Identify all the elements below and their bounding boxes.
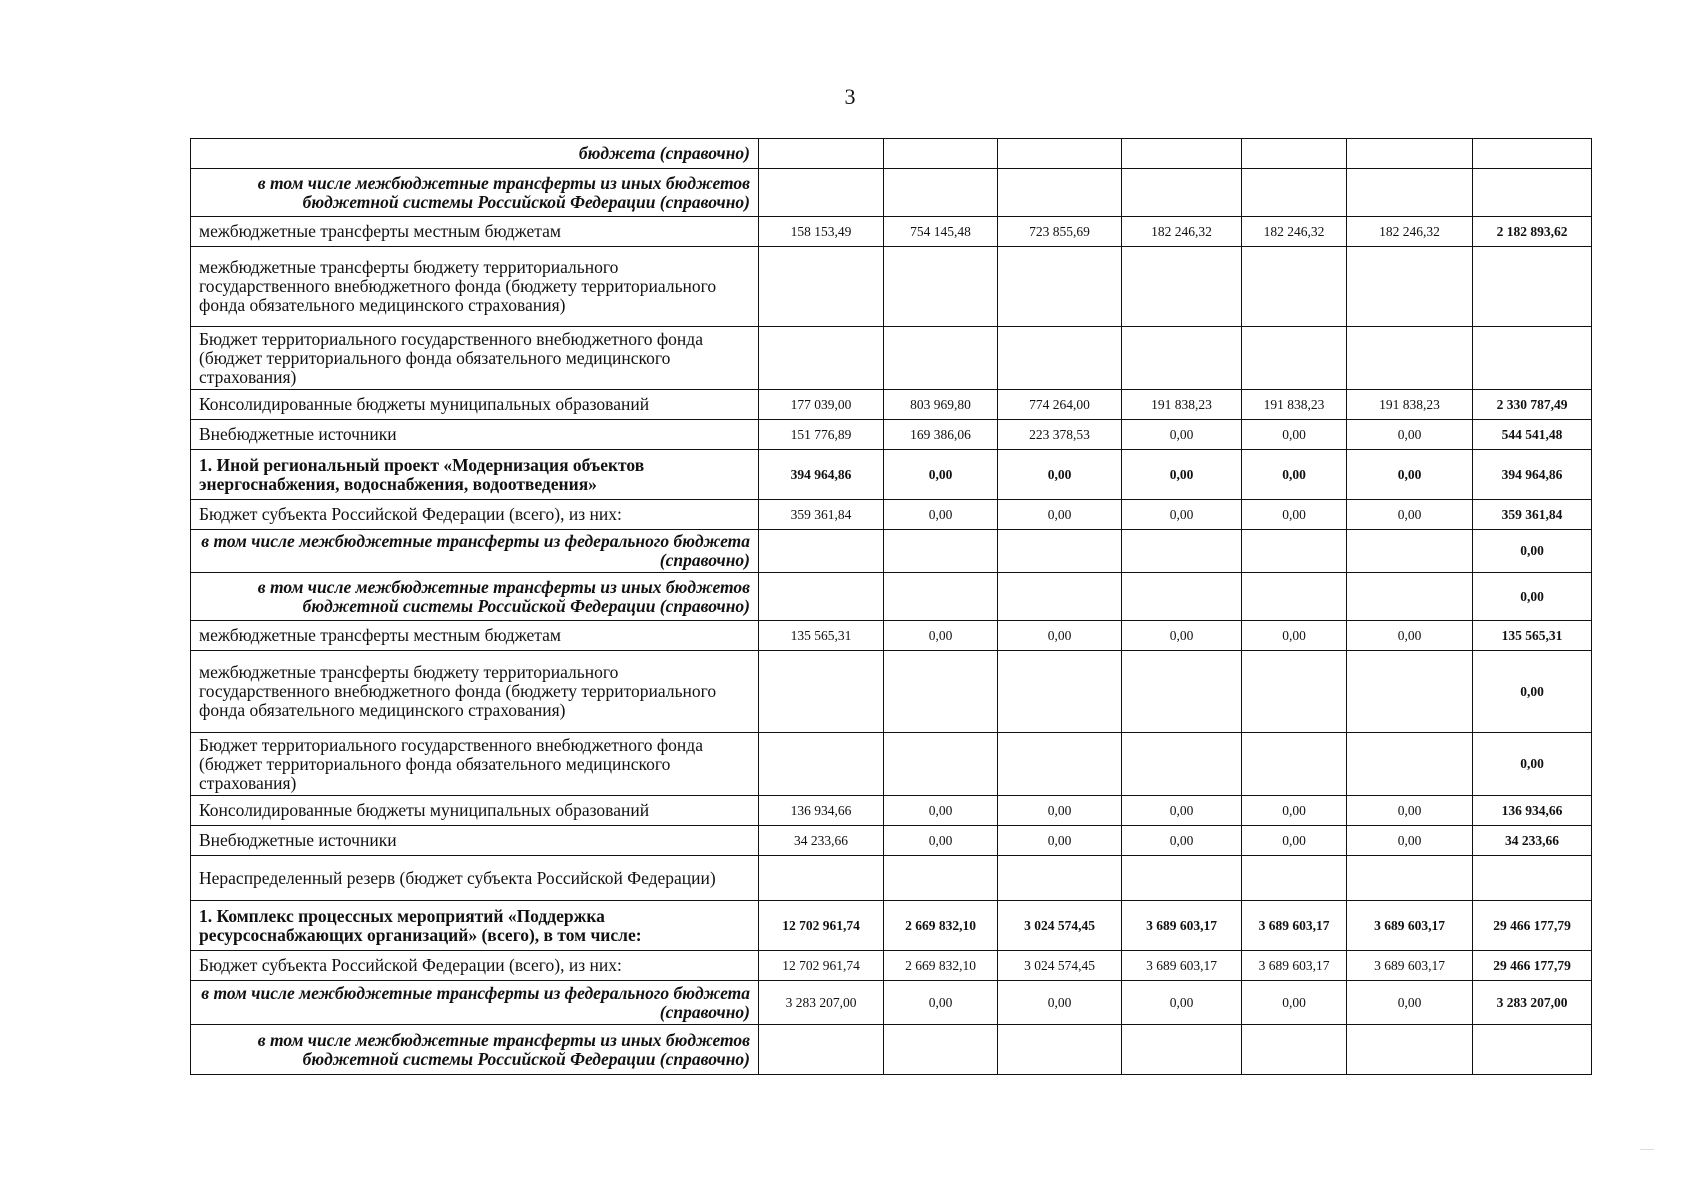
value-cell: 774 264,00 — [998, 390, 1122, 420]
table-row — [191, 621, 1592, 651]
value-cell — [884, 856, 998, 901]
value-cell: 0,00 — [1242, 826, 1347, 856]
value-cell: 359 361,84 — [759, 500, 884, 530]
row-label: 1. Комплекс процессных мероприятий «Поддержка ресурсоснабжающих организаций» (всего), в том числе: — [191, 901, 759, 951]
value-cell: 0,00 — [1122, 796, 1242, 826]
value-cell — [884, 169, 998, 217]
row-label: Бюджет территориального государственного внебюджетного фонда (бюджет территориального фонда обязательного медицинского страхования) — [191, 327, 759, 390]
row-label: Бюджет территориального государственного внебюджетного фонда (бюджет территориального фонда обязательного медицинского страхования) — [191, 733, 759, 796]
value-cell: 0,00 — [1242, 621, 1347, 651]
value-cell: 0,00 — [1122, 621, 1242, 651]
total-cell: 29 466 177,79 — [1473, 901, 1592, 951]
value-cell: 3 689 603,17 — [1122, 951, 1242, 981]
value-cell — [998, 856, 1122, 901]
value-cell — [1122, 1025, 1242, 1075]
total-cell: 136 934,66 — [1473, 796, 1592, 826]
value-cell — [1122, 327, 1242, 390]
value-cell — [759, 247, 884, 327]
value-cell: 2 669 832,10 — [884, 901, 998, 951]
value-cell — [884, 327, 998, 390]
value-cell — [759, 573, 884, 621]
value-cell — [1242, 139, 1347, 169]
table-row — [191, 169, 1592, 217]
value-cell — [1242, 651, 1347, 733]
value-cell: 3 689 603,17 — [1242, 901, 1347, 951]
value-cell: 34 233,66 — [759, 826, 884, 856]
value-cell — [1347, 651, 1473, 733]
row-label: Нераспределенный резерв (бюджет субъекта Российской Федерации) — [191, 856, 759, 901]
value-cell: 0,00 — [998, 621, 1122, 651]
value-cell — [1347, 169, 1473, 217]
value-cell: 0,00 — [1347, 500, 1473, 530]
value-cell: 0,00 — [1122, 500, 1242, 530]
value-cell: 3 689 603,17 — [1347, 951, 1473, 981]
value-cell: 0,00 — [884, 826, 998, 856]
value-cell — [884, 1025, 998, 1075]
table-row — [191, 796, 1592, 826]
value-cell: 0,00 — [884, 621, 998, 651]
table-row — [191, 826, 1592, 856]
value-cell — [1122, 530, 1242, 573]
row-label: 1. Иной региональный проект «Модернизация объектов энергоснабжения, водоснабжения, водоотведения» — [191, 450, 759, 500]
total-cell: 544 541,48 — [1473, 420, 1592, 450]
row-label: Бюджет субъекта Российской Федерации (всего), из них: — [191, 500, 759, 530]
value-cell — [1122, 573, 1242, 621]
value-cell — [1122, 856, 1242, 901]
total-cell: 29 466 177,79 — [1473, 951, 1592, 981]
value-cell: 0,00 — [1242, 420, 1347, 450]
table-row — [191, 217, 1592, 247]
value-cell — [1122, 651, 1242, 733]
value-cell — [1347, 733, 1473, 796]
value-cell: 182 246,32 — [1242, 217, 1347, 247]
value-cell — [759, 327, 884, 390]
value-cell — [1242, 327, 1347, 390]
value-cell — [884, 247, 998, 327]
table-row — [191, 951, 1592, 981]
value-cell: 0,00 — [1122, 420, 1242, 450]
value-cell: 0,00 — [884, 500, 998, 530]
value-cell: 0,00 — [998, 500, 1122, 530]
row-label: Внебюджетные источники — [191, 420, 759, 450]
value-cell: 0,00 — [1122, 826, 1242, 856]
row-label: межбюджетные трансферты местным бюджетам — [191, 621, 759, 651]
value-cell — [998, 733, 1122, 796]
row-label: межбюджетные трансферты местным бюджетам — [191, 217, 759, 247]
value-cell — [759, 530, 884, 573]
table-row — [191, 651, 1592, 733]
value-cell: 3 283 207,00 — [759, 981, 884, 1025]
value-cell: 0,00 — [884, 981, 998, 1025]
value-cell — [759, 139, 884, 169]
total-cell: 34 233,66 — [1473, 826, 1592, 856]
total-cell — [1473, 139, 1592, 169]
table-row — [191, 450, 1592, 500]
value-cell — [998, 651, 1122, 733]
total-cell: 0,00 — [1473, 651, 1592, 733]
value-cell: 0,00 — [998, 981, 1122, 1025]
total-cell: 0,00 — [1473, 733, 1592, 796]
row-label: в том числе межбюджетные трансферты из иных бюджетов бюджетной системы Российской Федерации (справочно) — [191, 169, 759, 217]
table-row — [191, 420, 1592, 450]
value-cell — [1347, 856, 1473, 901]
value-cell — [1242, 530, 1347, 573]
value-cell: 754 145,48 — [884, 217, 998, 247]
value-cell: 0,00 — [1242, 981, 1347, 1025]
total-cell — [1473, 1025, 1592, 1075]
value-cell — [1347, 327, 1473, 390]
value-cell: 0,00 — [884, 450, 998, 500]
value-cell: 191 838,23 — [1347, 390, 1473, 420]
value-cell: 158 153,49 — [759, 217, 884, 247]
value-cell: 169 386,06 — [884, 420, 998, 450]
table-row — [191, 856, 1592, 901]
value-cell — [998, 169, 1122, 217]
value-cell: 0,00 — [1347, 796, 1473, 826]
value-cell: 151 776,89 — [759, 420, 884, 450]
value-cell: 723 855,69 — [998, 217, 1122, 247]
value-cell — [884, 651, 998, 733]
value-cell — [1347, 247, 1473, 327]
value-cell — [1347, 1025, 1473, 1075]
value-cell: 0,00 — [884, 796, 998, 826]
value-cell: 0,00 — [1347, 826, 1473, 856]
row-label: Бюджет субъекта Российской Федерации (всего), из них: — [191, 951, 759, 981]
value-cell: 0,00 — [1242, 796, 1347, 826]
value-cell — [1242, 169, 1347, 217]
value-cell: 0,00 — [1347, 981, 1473, 1025]
value-cell — [1347, 573, 1473, 621]
value-cell: 0,00 — [998, 450, 1122, 500]
value-cell: 0,00 — [998, 826, 1122, 856]
value-cell — [759, 651, 884, 733]
value-cell: 0,00 — [1122, 450, 1242, 500]
value-cell: 0,00 — [1242, 500, 1347, 530]
table-row — [191, 1025, 1592, 1075]
value-cell — [998, 530, 1122, 573]
value-cell: 0,00 — [1347, 420, 1473, 450]
value-cell — [759, 1025, 884, 1075]
row-label: в том числе межбюджетные трансферты из иных бюджетов бюджетной системы Российской Федерации (справочно) — [191, 1025, 759, 1075]
value-cell — [998, 573, 1122, 621]
value-cell — [1242, 856, 1347, 901]
value-cell — [998, 247, 1122, 327]
value-cell: 0,00 — [998, 796, 1122, 826]
total-cell — [1473, 327, 1592, 390]
value-cell: 3 689 603,17 — [1347, 901, 1473, 951]
value-cell: 2 669 832,10 — [884, 951, 998, 981]
total-cell: 0,00 — [1473, 573, 1592, 621]
value-cell — [1122, 169, 1242, 217]
total-cell: 2 182 893,62 — [1473, 217, 1592, 247]
total-cell — [1473, 856, 1592, 901]
total-cell: 0,00 — [1473, 530, 1592, 573]
row-label: межбюджетные трансферты бюджету территориального государственного внебюджетного фонда (бюджету территориального фонда обязательного медицинского страхования) — [191, 247, 759, 327]
value-cell — [759, 856, 884, 901]
table-row — [191, 573, 1592, 621]
value-cell — [759, 733, 884, 796]
value-cell: 0,00 — [1347, 450, 1473, 500]
table-row — [191, 981, 1592, 1025]
value-cell: 177 039,00 — [759, 390, 884, 420]
total-cell: 135 565,31 — [1473, 621, 1592, 651]
value-cell — [1347, 139, 1473, 169]
value-cell — [998, 139, 1122, 169]
value-cell — [1242, 247, 1347, 327]
value-cell — [1122, 733, 1242, 796]
total-cell: 394 964,86 — [1473, 450, 1592, 500]
value-cell — [884, 530, 998, 573]
total-cell: 2 330 787,49 — [1473, 390, 1592, 420]
row-label: в том числе межбюджетные трансферты из федерального бюджета (справочно) — [191, 530, 759, 573]
value-cell: 803 969,80 — [884, 390, 998, 420]
table-row — [191, 139, 1592, 169]
value-cell: 12 702 961,74 — [759, 901, 884, 951]
total-cell — [1473, 247, 1592, 327]
value-cell: 191 838,23 — [1122, 390, 1242, 420]
budget-table — [190, 138, 1592, 1075]
value-cell — [759, 169, 884, 217]
table-row — [191, 500, 1592, 530]
value-cell — [1242, 1025, 1347, 1075]
table-row — [191, 247, 1592, 327]
table-row — [191, 390, 1592, 420]
value-cell — [1242, 733, 1347, 796]
row-label: бюджета (справочно) — [191, 139, 759, 169]
value-cell — [998, 1025, 1122, 1075]
row-label: Консолидированные бюджеты муниципальных образований — [191, 796, 759, 826]
value-cell: 182 246,32 — [1347, 217, 1473, 247]
value-cell: 191 838,23 — [1242, 390, 1347, 420]
total-cell: 3 283 207,00 — [1473, 981, 1592, 1025]
value-cell — [884, 573, 998, 621]
value-cell: 0,00 — [1347, 621, 1473, 651]
value-cell: 3 024 574,45 — [998, 901, 1122, 951]
value-cell: 12 702 961,74 — [759, 951, 884, 981]
row-label: в том числе межбюджетные трансферты из федерального бюджета (справочно) — [191, 981, 759, 1025]
value-cell: 3 689 603,17 — [1122, 901, 1242, 951]
value-cell: 135 565,31 — [759, 621, 884, 651]
total-cell: 359 361,84 — [1473, 500, 1592, 530]
value-cell: 182 246,32 — [1122, 217, 1242, 247]
value-cell: 0,00 — [1242, 450, 1347, 500]
table-row — [191, 901, 1592, 951]
table-row — [191, 327, 1592, 390]
value-cell: 394 964,86 — [759, 450, 884, 500]
value-cell — [884, 139, 998, 169]
value-cell: 136 934,66 — [759, 796, 884, 826]
value-cell: 3 689 603,17 — [1242, 951, 1347, 981]
value-cell — [1122, 139, 1242, 169]
row-label: Консолидированные бюджеты муниципальных образований — [191, 390, 759, 420]
value-cell: 223 378,53 — [998, 420, 1122, 450]
total-cell — [1473, 169, 1592, 217]
row-label: в том числе межбюджетные трансферты из иных бюджетов бюджетной системы Российской Федерации (справочно) — [191, 573, 759, 621]
table-row — [191, 530, 1592, 573]
value-cell: 3 024 574,45 — [998, 951, 1122, 981]
table-row — [191, 733, 1592, 796]
value-cell — [884, 733, 998, 796]
value-cell — [1122, 247, 1242, 327]
value-cell — [1347, 530, 1473, 573]
page-number: 3 — [844, 84, 856, 109]
row-label: межбюджетные трансферты бюджету территориального государственного внебюджетного фонда (бюджету территориального фонда обязательного медицинского страхования) — [191, 651, 759, 733]
value-cell — [1242, 573, 1347, 621]
row-label: Внебюджетные источники — [191, 826, 759, 856]
value-cell — [998, 327, 1122, 390]
value-cell: 0,00 — [1122, 981, 1242, 1025]
